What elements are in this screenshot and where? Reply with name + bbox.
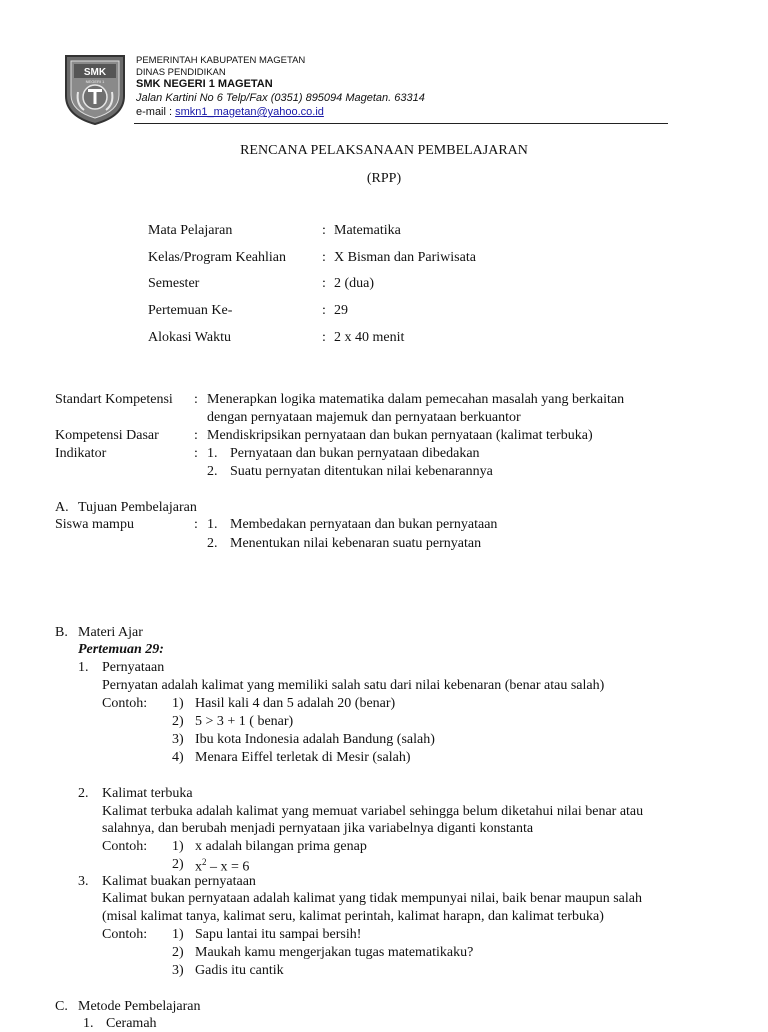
example-number: 2) [172, 945, 184, 960]
tujuan-item-text: Membedakan pernyataan dan bukan pernyataan [230, 517, 498, 532]
identity-separator: : [322, 330, 326, 345]
contoh-label: Contoh: [102, 839, 148, 854]
example-text: Maukah kamu mengerjakan tugas matematikaku? [195, 945, 474, 960]
subsection-title: Pernyataan [102, 660, 165, 675]
header-address: Jalan Kartini No 6 Telp/Fax (0351) 895094 Magetan. 63314 [136, 92, 425, 104]
subsection-description: Kalimat terbuka adalah kalimat yang memuat variabel sehingga belum diketahui nilai benar atau [102, 804, 644, 819]
example-number: 1) [172, 839, 184, 854]
identity-separator: : [322, 223, 326, 238]
tujuan-item-number: 2. [207, 536, 218, 551]
example-number: 2) [172, 857, 184, 872]
example-text: x adalah bilangan prima genap [195, 839, 367, 854]
identity-label: Pertemuan Ke- [148, 303, 233, 318]
svg-text:SMK: SMK [83, 67, 107, 78]
indikator-item-number: 1. [207, 446, 218, 461]
identity-label: Mata Pelajaran [148, 223, 233, 238]
email-link[interactable]: smkn1_magetan@yahoo.co.id [175, 106, 324, 118]
contoh-label: Contoh: [102, 696, 148, 711]
tujuan-item-number: 1. [207, 517, 218, 532]
tujuan-separator: : [194, 517, 198, 532]
sk-text-line1: Menerapkan logika matematika dalam pemecahan masalah yang berkaitan [207, 392, 625, 407]
indikator-item-number: 2. [207, 464, 218, 479]
subsection-number: 1. [78, 660, 89, 675]
kd-separator: : [194, 428, 198, 443]
example-text: Menara Eiffel terletak di Mesir (salah) [195, 750, 411, 765]
section-b-heading: Materi Ajar [78, 625, 143, 640]
indikator-label: Indikator [55, 446, 107, 461]
contoh-label: Contoh: [102, 927, 148, 942]
subsection-title: Kalimat terbuka [102, 786, 193, 801]
section-c-heading: Metode Pembelajaran [78, 999, 201, 1014]
indikator-item-text: Suatu pernyatan ditentukan nilai kebenarannya [230, 464, 493, 479]
header-school-name: SMK NEGERI 1 MAGETAN [136, 78, 273, 90]
example-text: Ibu kota Indonesia adalah Bandung (salah) [195, 732, 435, 747]
kd-text: Mendiskripsikan pernyataan dan bukan pernyataan (kalimat terbuka) [207, 428, 593, 443]
example-text: Hasil kali 4 dan 5 adalah 20 (benar) [195, 696, 396, 711]
header-email-line [136, 106, 324, 118]
identity-label: Alokasi Waktu [148, 330, 231, 345]
section-a-letter: A. [55, 500, 69, 515]
identity-label: Kelas/Program Keahlian [148, 250, 287, 265]
subsection-number: 3. [78, 874, 89, 889]
school-emblem-icon [62, 52, 128, 126]
tujuan-item-text: Menentukan nilai kebenaran suatu pernyatan [230, 536, 482, 551]
email-label: e-mail : [136, 106, 176, 118]
kd-label: Kompetensi Dasar [55, 428, 159, 443]
sk-text-line2: dengan pernyataan majemuk dan pernyataan berkuantor [207, 410, 521, 425]
subsection-number: 2. [78, 786, 89, 801]
indikator-separator: : [194, 446, 198, 461]
identity-separator: : [322, 250, 326, 265]
identity-value: 29 [334, 303, 348, 318]
identity-separator: : [322, 276, 326, 291]
section-b-letter: B. [55, 625, 68, 640]
metode-item-number: 1. [83, 1016, 94, 1031]
equation-rest: – x = 6 [206, 859, 250, 875]
section-c-letter: C. [55, 999, 68, 1014]
document-title: RENCANA PELAKSANAAN PEMBELAJARAN [240, 143, 528, 158]
indikator-item-text: Pernyataan dan bukan pernyataan dibedakan [230, 446, 480, 461]
example-number: 1) [172, 696, 184, 711]
example-number: 1) [172, 927, 184, 942]
example-text: Gadis itu cantik [195, 963, 284, 978]
header-government: PEMERINTAH KABUPATEN MAGETAN [136, 55, 306, 66]
example-equation [195, 857, 249, 876]
identity-value: 2 x 40 menit [334, 330, 405, 345]
example-number: 3) [172, 963, 184, 978]
subsection-description: Pernyatan adalah kalimat yang memiliki salah satu dari nilai kebenaran (benar atau salah) [102, 678, 605, 693]
subsection-description: Kalimat bukan pernyataan adalah kalimat yang tidak mempunyai nilai, baik benar maupun salah [102, 891, 642, 906]
section-a-heading: Tujuan Pembelajaran [78, 500, 197, 515]
example-number: 2) [172, 714, 184, 729]
example-text: 5 > 3 + 1 ( benar) [195, 714, 294, 729]
example-number: 3) [172, 732, 184, 747]
sk-label: Standart Kompetensi [55, 392, 173, 407]
tujuan-label: Siswa mampu [55, 517, 134, 532]
subsection-title: Kalimat buakan pernyataan [102, 874, 256, 889]
identity-value: X Bisman dan Pariwisata [334, 250, 476, 265]
identity-label: Semester [148, 276, 200, 291]
equation-variable: x [195, 859, 202, 875]
svg-text:NEGERI 1: NEGERI 1 [85, 79, 105, 84]
metode-item-text: Ceramah [106, 1016, 157, 1031]
identity-value: Matematika [334, 223, 401, 238]
example-text: Sapu lantai itu sampai bersih! [195, 927, 362, 942]
subsection-description: (misal kalimat tanya, kalimat seru, kalimat perintah, kalimat harapn, dan kalimat terbuka) [102, 909, 604, 924]
header-divider [134, 123, 668, 124]
example-number: 4) [172, 750, 184, 765]
identity-separator: : [322, 303, 326, 318]
pertemuan-heading: Pertemuan 29: [78, 642, 164, 657]
sk-separator: : [194, 392, 198, 407]
subsection-description: salahnya, dan berubah menjadi pernyataan jika variabelnya diganti konstanta [102, 821, 534, 836]
header-department: DINAS PENDIDIKAN [136, 67, 226, 78]
school-logo [62, 52, 128, 126]
document-subtitle: (RPP) [366, 171, 402, 186]
identity-value: 2 (dua) [334, 276, 375, 291]
equation-exponent: 2 [202, 857, 207, 867]
